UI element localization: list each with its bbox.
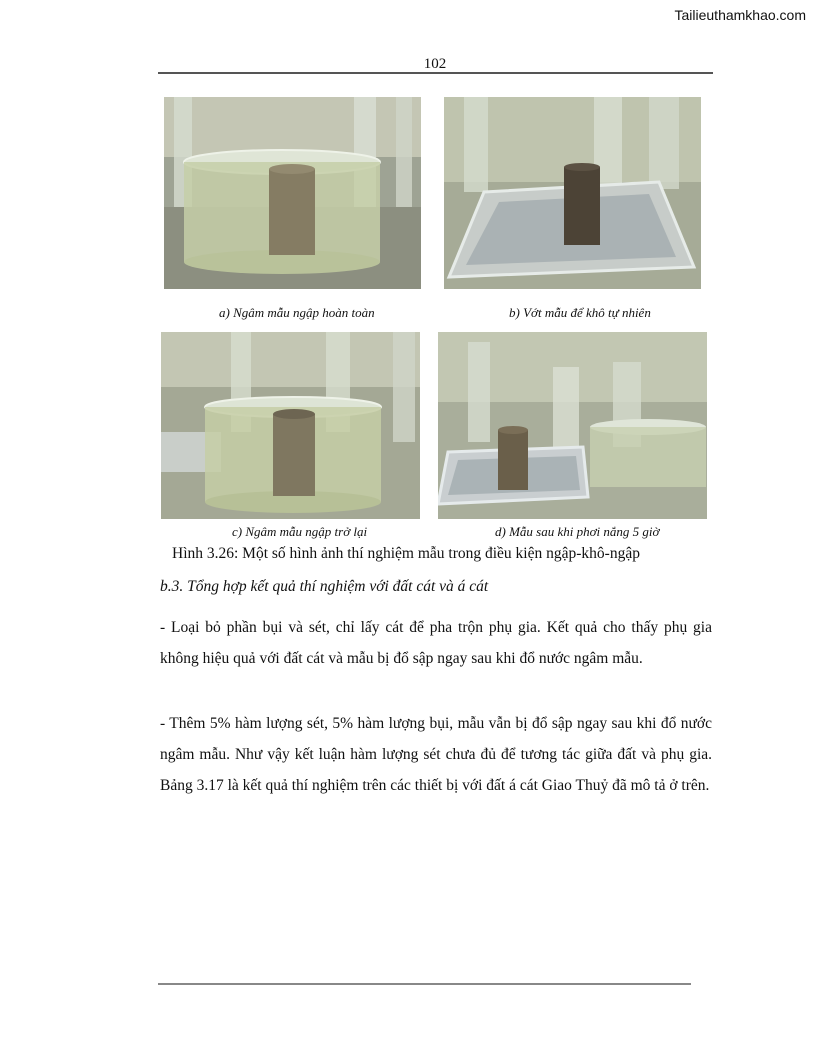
photo-d-sun-dried-sample [438, 332, 707, 519]
photo-c-resubmerged-sample [161, 332, 420, 519]
header-rule [158, 72, 713, 74]
watermark: Tailieuthamkhao.com [674, 7, 806, 23]
footer-rule [158, 983, 691, 985]
paragraph-1: - Loại bỏ phần bụi và sét, chỉ lấy cát để pha trộn phụ gia. Kết quả cho thấy phụ gia không hiệu quả với đất cát và mẫu bị đổ sập ngay sau khi đổ nước ngâm mẫu. [160, 619, 712, 667]
paragraph-2: - Thêm 5% hàm lượng sét, 5% hàm lượng bụi, mẫu vẫn bị đổ sập ngay sau khi đổ nước ngâm mẫu. Như vậy kết luận hàm lượng sét chưa đủ để tương tác giữa đất và phụ gia. Bảng 3.17 là kết quả thí nghiệm trên các thiết bị với đất á cát Giao Thuỷ đã mô tả ở trên. [160, 715, 712, 794]
caption-d: d) Mẫu sau khi phơi nắng 5 giờ [495, 524, 660, 539]
caption-b: b) Vớt mẫu để khô tự nhiên [509, 305, 651, 320]
photo-a-submerged-sample [164, 97, 421, 289]
caption-c: c) Ngâm mẫu ngập trở lại [232, 524, 368, 539]
section-subheading: b.3. Tổng hợp kết quả thí nghiệm với đất cát và á cát [160, 578, 489, 595]
photo-b-drying-sample [444, 97, 701, 289]
caption-a: a) Ngâm mẫu ngập hoàn toàn [219, 305, 375, 320]
figure-title: Hình 3.26: Một số hình ảnh thí nghiệm mẫu trong điều kiện ngập-khô-ngập [172, 545, 640, 562]
page-number: 102 [423, 56, 447, 72]
